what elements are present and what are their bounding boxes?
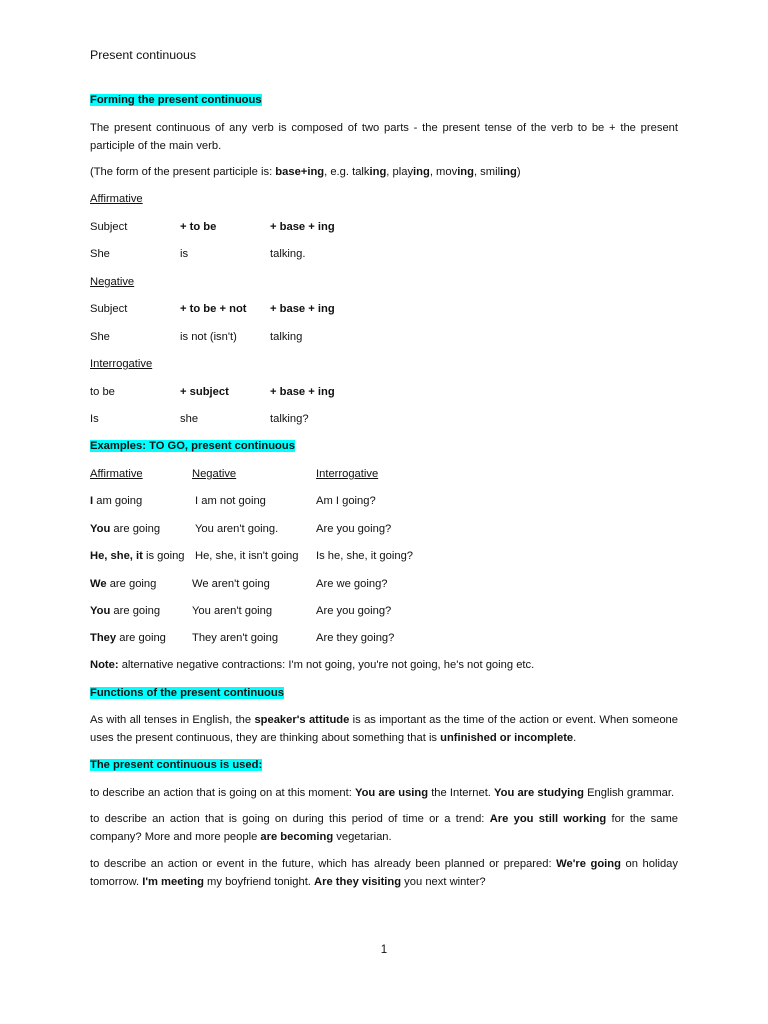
example-row-negative: We aren't going: [192, 578, 270, 590]
example-row-interrogative: Are we going?: [316, 578, 388, 590]
use-item: to describe an action that is going on at this moment: You are using the Internet. You are studying English grammar.: [90, 787, 675, 799]
page-number: 1: [380, 944, 388, 956]
example-row-interrogative: Am I going?: [316, 495, 376, 507]
example-row-affirmative: You are going: [90, 523, 161, 535]
interrogative-header-col2: + subject: [180, 386, 229, 398]
interrogative-header-col3: + base + ing: [270, 386, 335, 398]
affirmative-row-col2: is: [180, 248, 189, 260]
example-row-negative: I am not going: [195, 495, 266, 507]
use-item: to describe an action or event in the future, which has already been planned or prepared: We're going on holiday tomorrow. I'm meeting my boyfriend tonight. Are they visiting you next winter?: [90, 858, 678, 888]
interrogative-row-col3: talking?: [270, 413, 309, 425]
negative-row-col2: is not (isn't): [180, 331, 237, 343]
examples-col-interrogative: Interrogative: [316, 468, 379, 480]
example-row-affirmative: I am going: [90, 495, 143, 507]
negative-row-col1: She: [90, 331, 110, 343]
negative-header-col2: + to be + not: [180, 303, 247, 315]
example-row-negative: You aren't going.: [195, 523, 279, 535]
heading-functions: Functions of the present continuous: [90, 687, 284, 699]
heading-forming: Forming the present continuous: [90, 94, 262, 106]
example-row-negative: You aren't going: [192, 605, 273, 617]
participle-note: (The form of the present participle is: base+ing, e.g. talking, playing, moving, smiling): [90, 166, 521, 178]
example-row-affirmative: We are going: [90, 578, 157, 590]
heading-examples: Examples: TO GO, present continuous: [90, 440, 295, 452]
intro-paragraph: The present continuous of any verb is composed of two parts - the present tense of the verb to be + the present participle of the main verb.: [90, 122, 678, 152]
example-row-affirmative: He, she, it is going: [90, 550, 185, 562]
interrogative-header-col1: to be: [90, 386, 115, 398]
example-row-affirmative: You are going: [90, 605, 161, 617]
negative-header-col3: + base + ing: [270, 303, 335, 315]
example-row-interrogative: Are you going?: [316, 605, 392, 617]
interrogative-row-col1: Is: [90, 413, 99, 425]
affirmative-header-col1: Subject: [90, 221, 128, 233]
example-row-interrogative: Are you going?: [316, 523, 392, 535]
example-row-affirmative: They are going: [90, 632, 166, 644]
example-row-interrogative: Is he, she, it going?: [316, 550, 414, 562]
examples-col-affirmative: Affirmative: [90, 468, 143, 480]
example-row-negative: They aren't going: [192, 632, 279, 644]
negative-header-col1: Subject: [90, 303, 128, 315]
functions-paragraph: As with all tenses in English, the speaker's attitude is as important as the time of the action or event. When someone uses the present continuous, they are thinking about something that is unfinished or incomplete.: [90, 714, 678, 744]
interrogative-label: Interrogative: [90, 358, 153, 370]
affirmative-row-col1: She: [90, 248, 110, 260]
affirmative-header-col3: + base + ing: [270, 221, 335, 233]
affirmative-row-col3: talking.: [270, 248, 306, 260]
heading-used: The present continuous is used:: [90, 759, 263, 771]
use-item: to describe an action that is going on during this period of time or a trend: Are you still working for the same company? More and more people are becoming vegetarian.: [90, 813, 679, 843]
interrogative-row-col2: she: [180, 413, 199, 425]
contractions-note: Note: alternative negative contractions: I'm not going, you're not going, he's not going etc.: [90, 659, 535, 671]
examples-col-negative: Negative: [192, 468, 237, 480]
negative-label: Negative: [90, 276, 135, 288]
page-title: Present continuous: [90, 48, 197, 62]
example-row-interrogative: Are they going?: [316, 632, 395, 644]
negative-row-col3: talking: [270, 331, 303, 343]
example-row-negative: He, she, it isn't going: [195, 550, 299, 562]
affirmative-header-col2: + to be: [180, 221, 217, 233]
affirmative-label: Affirmative: [90, 193, 143, 205]
